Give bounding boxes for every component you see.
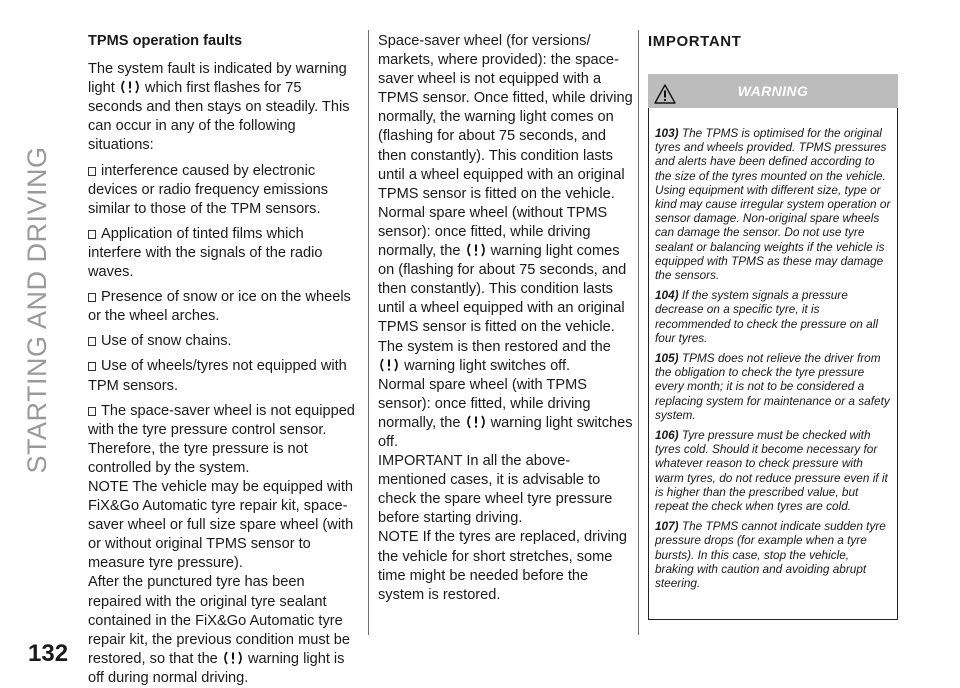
tpms-warning-light-icon xyxy=(465,414,487,430)
tpms-warning-light-icon xyxy=(119,79,141,95)
tpms-warning-light-icon xyxy=(222,650,244,666)
column-3 xyxy=(648,32,898,51)
intro-paragraph xyxy=(88,60,356,155)
checkbox-bullet-icon xyxy=(88,293,96,302)
important-paragraph: IMPORTANT In all the above-mentioned cases, it is advisable to check the spare wheel tyre pressure before starting driving. xyxy=(378,453,613,527)
after-repair-paragraph: After the punctured tyre has been repaired with the original tyre sealant contained in the FiX&Go Automatic tyre repair kit, the previous condition must be restored, so that the warning light is off during normal driving. xyxy=(88,574,351,686)
warning-box xyxy=(648,108,898,620)
checkbox-bullet-icon xyxy=(88,407,96,416)
warning-item: 104) If the system signals a pressure decrease on a specific tyre, it is recommended to check the pressure on all four tyres. xyxy=(655,288,878,345)
checkbox-bullet-icon xyxy=(88,230,96,239)
checkbox-bullet-icon xyxy=(88,167,96,176)
tpms-warning-light-icon xyxy=(465,242,487,258)
intro-text-b: which first flashes for 75 seconds and then stays on steadily. This can occur in any of the following situations: xyxy=(88,80,350,154)
space-saver-paragraph: Space-saver wheel (for versions/ markets, where provided): the space-saver wheel is not equipped with a TPMS sensor. Once fitted, while driving normally, the warning light comes on (flashing for about 75 seconds, and then constantly). This condition lasts until a wheel equipped with an original TPMS sensor is fitted on the vehicle. xyxy=(378,33,633,202)
checkbox-bullet-icon xyxy=(88,337,96,346)
list-item: Use of snow chains. xyxy=(88,332,356,351)
list-item: The space-saver wheel is not equipped with the tyre pressure control sensor. Therefore, the tyre pressure is not controlled by the system. xyxy=(88,402,355,476)
checkbox-bullet-icon xyxy=(88,362,96,371)
warning-item: 106) Tyre pressure must be checked with tyres cold. Should it become necessary for whatever reason to check pressure with warm tyres, do not reduce pressure even if it is higher than the prescribed value, but repeat the check when tyres are cold. xyxy=(655,428,888,514)
warning-title: WARNING xyxy=(737,83,809,99)
column-divider-1 xyxy=(368,30,369,635)
warning-item: 105) TPMS does not relieve the driver from the obligation to check the tyre pressure every month; it is not to be considered a replacing system for maintenance or a safety system. xyxy=(655,351,890,422)
list-item: Presence of snow or ice on the wheels or the wheel arches. xyxy=(88,289,351,325)
list-item: Application of tinted films which interfere with the signals of the radio waves. xyxy=(88,225,323,281)
normal-spare-without-sensor-paragraph: Normal spare wheel (without TPMS sensor): once fitted, while driving normally, the warning light comes on (flashing for about 75 seconds, and then constantly). This condition lasts until a wheel equipped with an original TPMS sensor is fitted on the vehicle. The system is then restored and the warning light switches off. xyxy=(378,204,627,374)
intro-text-a: The system fault is indicated by warning light xyxy=(88,61,347,97)
page-number: 132 xyxy=(28,640,69,667)
warning-item: 103) The TPMS is optimised for the original tyres and wheels provided. TPMS pressures and alerts have been defined according to the size of the tyres mounted on the vehicle. Using equipment with different size, type or kind may cause irregular system operation or sensor damage. Non-original spare wheels can damage the sensor. Do not use tyre sealant or balancing weights if the vehicle is equipped with TPMS as these may damage the sensors. xyxy=(655,126,891,283)
column-1 xyxy=(88,32,356,688)
important-heading: IMPORTANT xyxy=(648,33,742,50)
tpms-warning-light-icon xyxy=(378,357,400,373)
note-paragraph: NOTE The vehicle may be equipped with FiX&Go Automatic tyre repair kit, space-saver wheel or full size spare wheel (with or without original TPMS sensor to measure tyre pressure). xyxy=(88,478,354,572)
list-item: interference caused by electronic devices or radio frequency emissions similar to those of the TPM sensors. xyxy=(88,162,329,217)
list-item: Use of wheels/tyres not equipped with TPM sensors. xyxy=(88,358,347,394)
column-2 xyxy=(378,32,634,605)
section-title: STARTING AND DRIVING xyxy=(22,146,52,474)
warning-header xyxy=(648,74,898,108)
section-heading: TPMS operation faults xyxy=(88,33,243,49)
note-paragraph: NOTE If the tyres are replaced, driving the vehicle for short stretches, some time might be needed before the system is restored. xyxy=(378,529,628,603)
column-divider-2 xyxy=(638,30,639,635)
normal-spare-with-sensor-paragraph: Normal spare wheel (with TPMS sensor): once fitted, while driving normally, the warning light switches off. xyxy=(378,376,633,450)
warning-item: 107) The TPMS cannot indicate sudden tyre pressure drops (for example when a tyre bursts). In this case, stop the vehicle, braking with caution and avoiding abrupt steering. xyxy=(655,519,886,591)
